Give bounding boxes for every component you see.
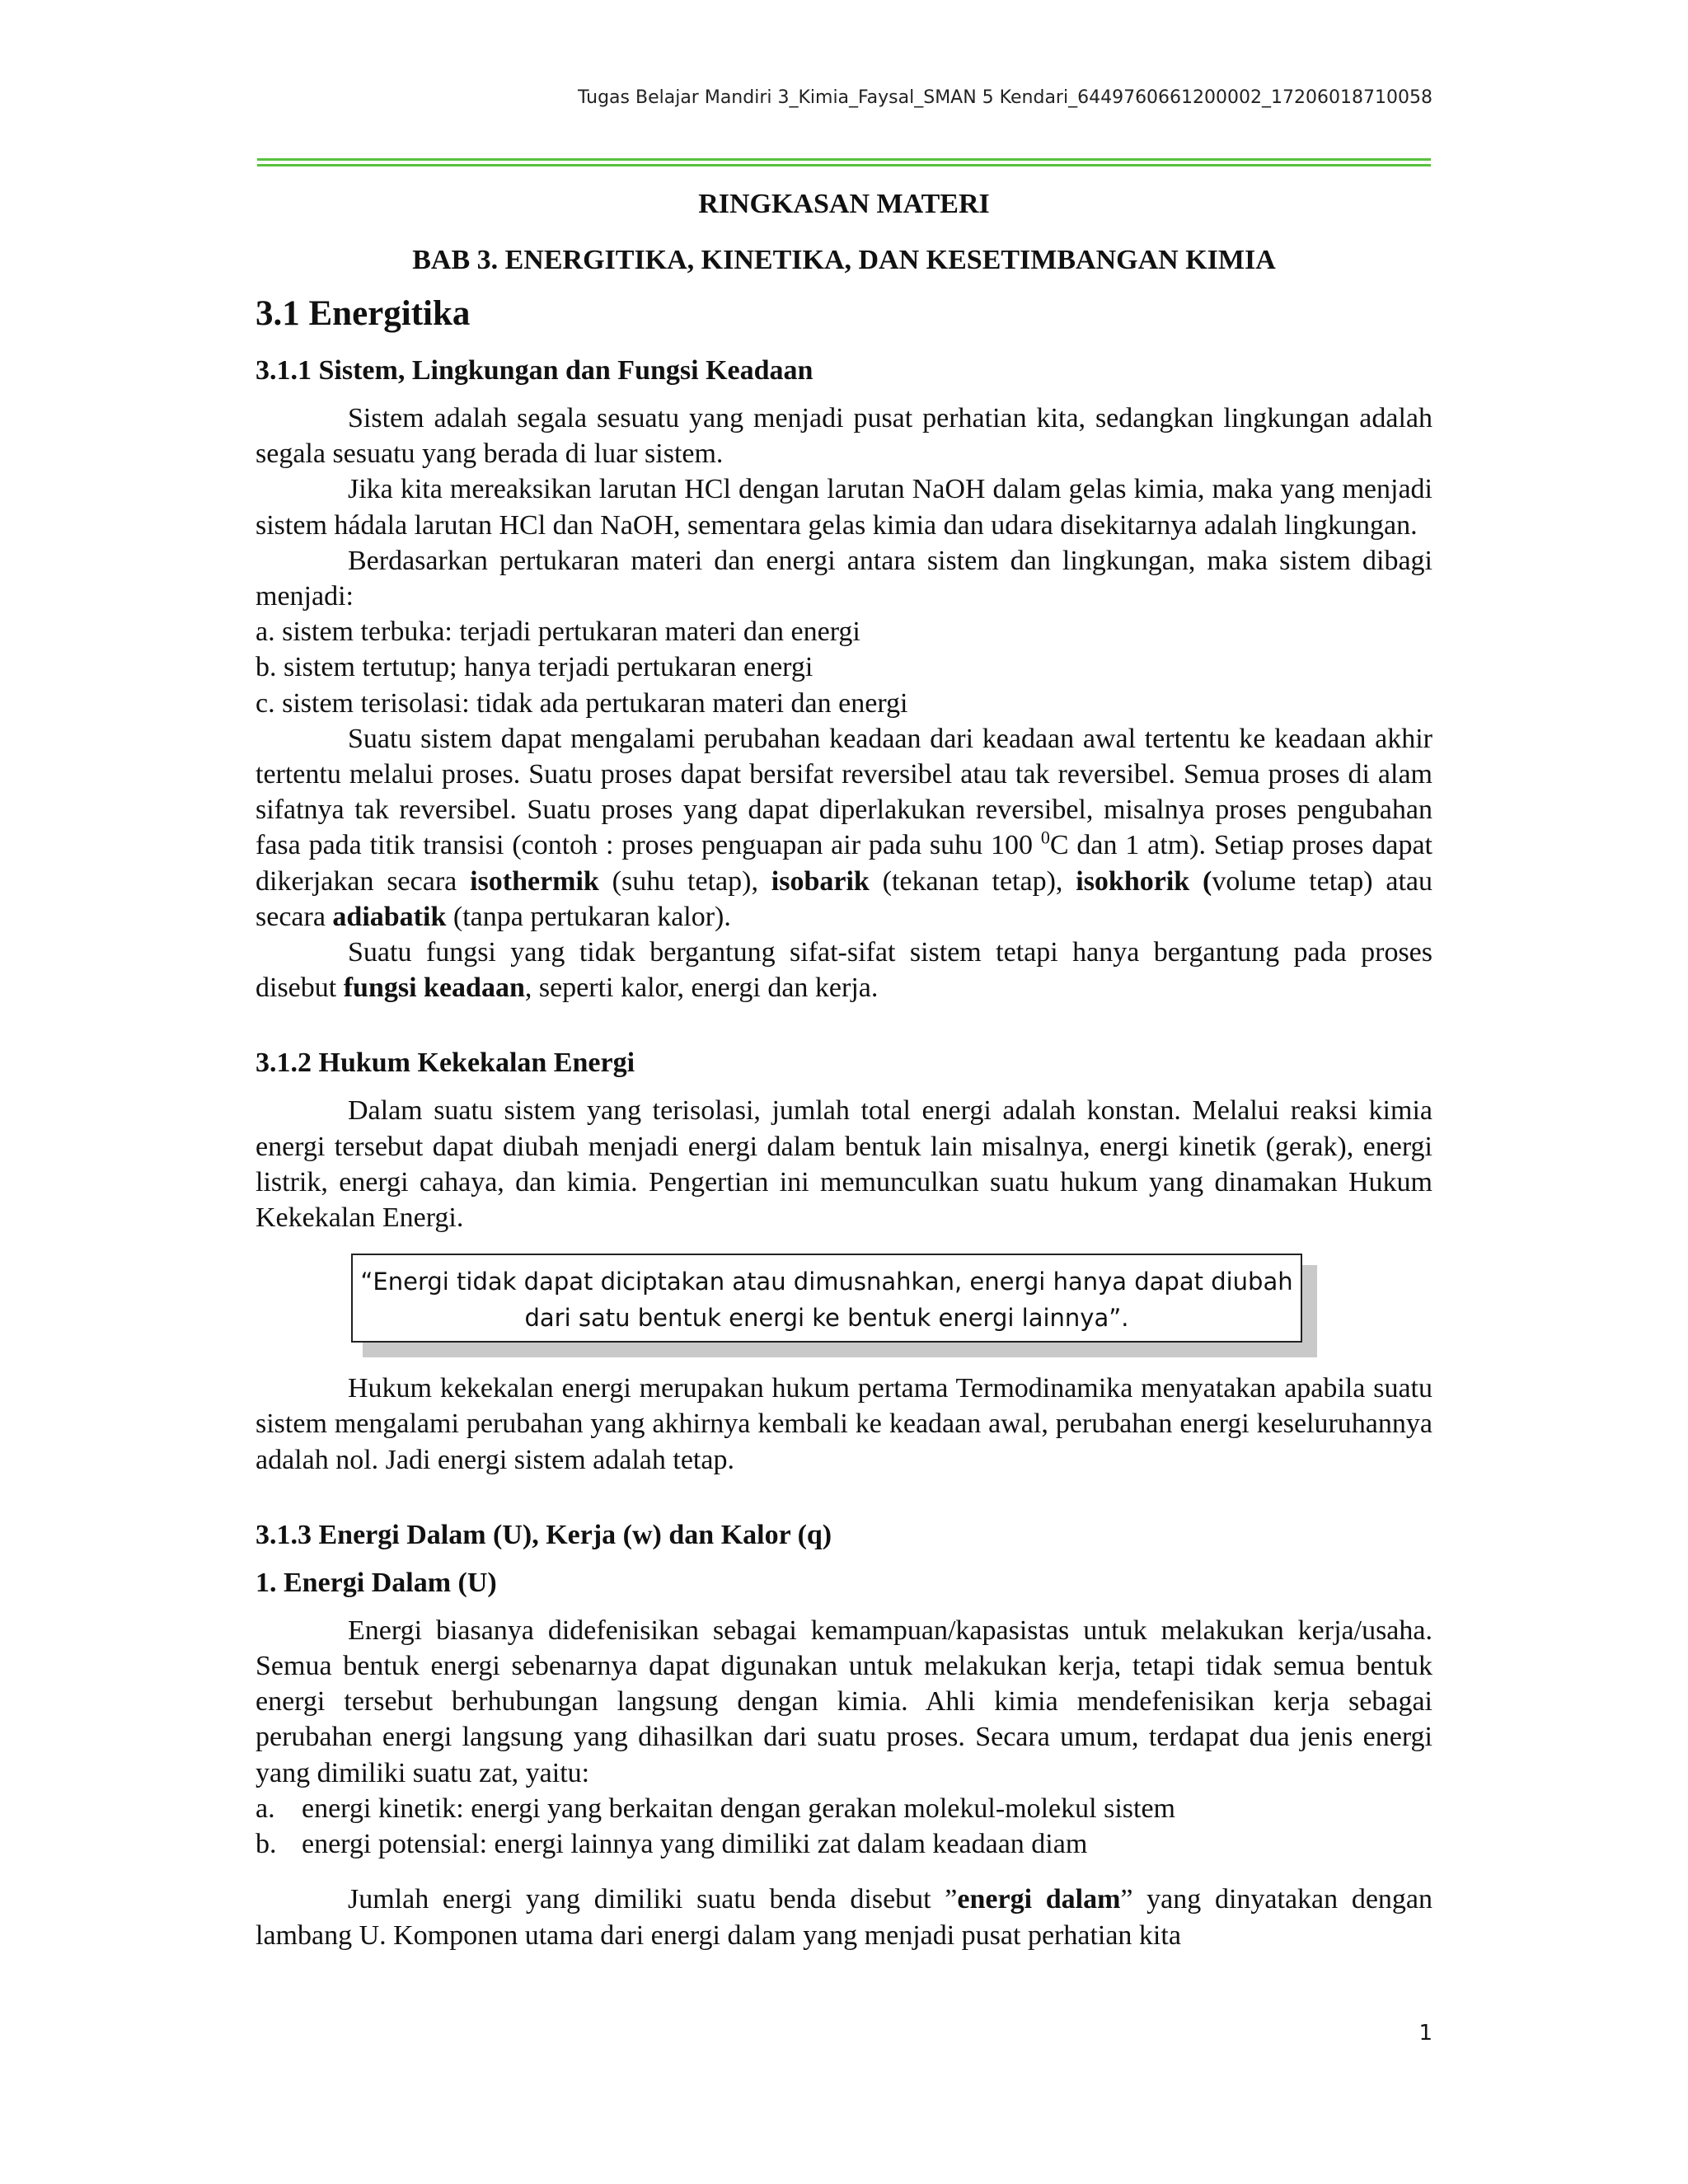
list-item <box>256 1826 1432 1862</box>
list-item <box>256 1791 1432 1826</box>
list-text: energi potensial: energi lainnya yang dimiliki zat dalam keadaan diam <box>302 1829 1088 1860</box>
header-rule-bottom <box>257 164 1431 166</box>
list-marker: a. <box>256 1793 275 1824</box>
paragraph: Jumlah energi yang dimiliki suatu benda disebut ”energi dalam” yang dinyatakan dengan lambang U. Komponen utama dari energi dalam yang menjadi pusat perhatian kita <box>256 1884 1433 1951</box>
page-header: Tugas Belajar Mandiri 3_Kimia_Faysal_SMAN 5 Kendari_6449760661200002_17206018710058 <box>578 87 1432 108</box>
subheading-energi-dalam: 1. Energi Dalam (U) <box>256 1567 497 1598</box>
quote-box <box>351 1254 1302 1343</box>
paragraph: Sistem adalah segala sesuatu yang menjadi pusat perhatian kita, sedangkan lingkungan adalah segala sesuatu yang berada di luar sistem. <box>256 403 1432 470</box>
paragraph: Dalam suatu sistem yang terisolasi, jumlah total energi adalah konstan. Melalui reaksi kimia energi tersebut dapat diubah menjadi energi dalam bentuk lain misalnya, energi kinetik (gerak), energi listrik, energi cahaya, dan kimia. Pengertian ini memunculkan suatu hukum yang dinamakan Hukum Kekekalan Energi. <box>256 1095 1432 1234</box>
paragraph: Suatu fungsi yang tidak bergantung sifat-sifat sistem tetapi hanya bergantung pada proses disebut fungsi keadaan, seperti kalor, energi dan kerja. <box>256 937 1432 1004</box>
section-heading-3-1: 3.1 Energitika <box>256 294 471 333</box>
subsection-heading-3-1-1: 3.1.1 Sistem, Lingkungan dan Fungsi Keadaan <box>256 355 814 386</box>
document-title: RINGKASAN MATERI <box>698 189 990 219</box>
paragraph: Berdasarkan pertukaran materi dan energi antara sistem dan lingkungan, maka sistem dibagi menjadi: <box>256 545 1432 612</box>
paragraph: Jika kita mereaksikan larutan HCl dengan larutan NaOH dalam gelas kimia, maka yang menjadi sistem hádala larutan HCl dan NaOH, sementara gelas kimia dan udara disekitarnya adalah lingkungan. <box>256 474 1432 541</box>
document-body <box>256 183 1432 1953</box>
paragraph: Energi biasanya didefenisikan sebagai kemampuan/kapasistas untuk melakukan kerja/usaha. Semua bentuk energi sebenarnya dapat digunakan untuk melakukan kerja, tetapi tidak semua bentuk energi tersebut berhubungan langsung dengan kimia. Ahli kimia mendefenisikan kerja sebagai perubahan energi langsung yang dihasilkan dari suatu proses. Secara umum, terdapat dua jenis energi yang dimiliki suatu zat, yaitu: <box>256 1615 1432 1788</box>
quote-line: dari satu bentuk energi ke bentuk energi lainnya”. <box>524 1304 1129 1333</box>
paragraph: Hukum kekekalan energi merupakan hukum pertama Termodinamika menyatakan apabila suatu sistem mengalami perubahan yang akhirnya kembali ke keadaan awal, perubahan energi keseluruhannya adalah nol. Jadi energi sistem adalah tetap. <box>256 1373 1432 1475</box>
subsection-heading-3-1-3: 3.1.3 Energi Dalam (U), Kerja (w) dan Kalor (q) <box>256 1519 832 1550</box>
list-marker: b. <box>256 1829 277 1860</box>
page-number: 1 <box>1418 2021 1432 2046</box>
quote-callout <box>351 1254 1307 1347</box>
paragraph: Suatu sistem dapat mengalami perubahan keadaan dari keadaan awal tertentu ke keadaan akhir tertentu melalui proses. Suatu proses dapat bersifat reversibel atau tak reversibel. Semua proses di alam sifatnya tak reversibel. Suatu proses yang dapat diperlakukan reversibel, misalnya proses pengubahan fasa pada titik transisi (contoh : proses penguapan air pada suhu 100 $^0$C dan 1 atm). Setiap proses dapat dikerjakan secara isothermik (suhu tetap), isobarik (tekanan tetap), isokhorik (volume tetap) atau secara adiabatik (tanpa pertukaran kalor). <box>256 723 1433 932</box>
list-item: b. sistem tertutup; hanya terjadi pertukaran energi <box>256 652 814 683</box>
subsection-heading-3-1-2: 3.1.2 Hukum Kekekalan Energi <box>256 1047 635 1079</box>
list-text: energi kinetik: energi yang berkaitan dengan gerakan molekul-molekul sistem <box>302 1793 1175 1824</box>
list-item: c. sistem terisolasi: tidak ada pertukaran materi dan energi <box>256 687 908 719</box>
header-rule-top <box>257 158 1431 161</box>
quote-line: “Energi tidak dapat diciptakan atau dimusnahkan, energi hanya dapat diubah <box>360 1268 1293 1296</box>
list-item: a. sistem terbuka: terjadi pertukaran materi dan energi <box>256 616 860 648</box>
chapter-title: BAB 3. ENERGITIKA, KINETIKA, DAN KESETIMBANGAN KIMIA <box>412 245 1276 275</box>
